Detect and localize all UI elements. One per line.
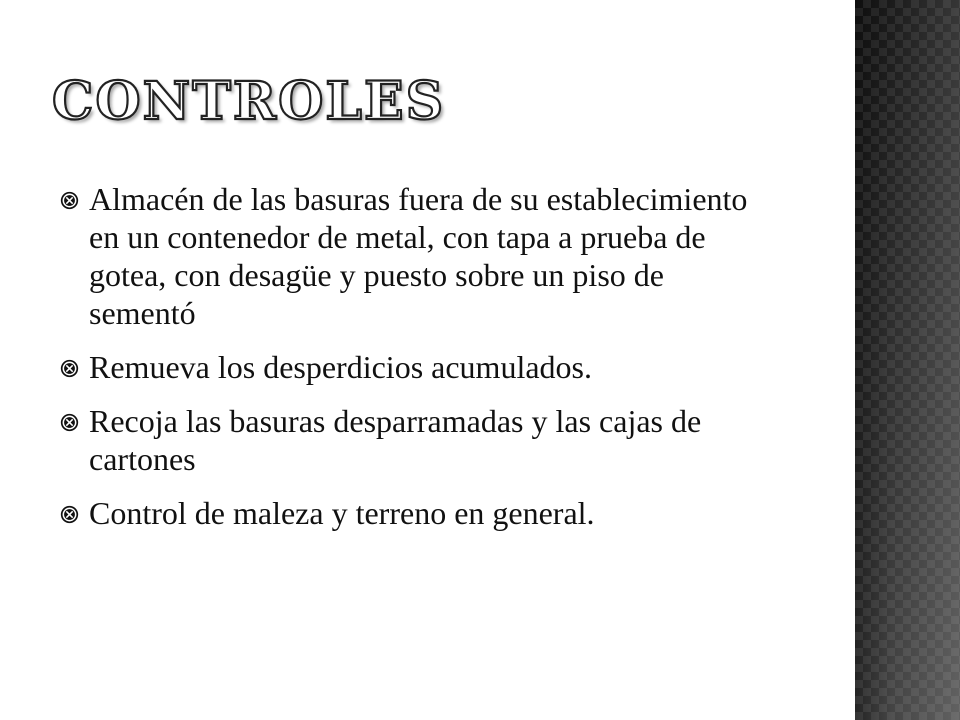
- circled-cross-bullet-icon: [60, 505, 79, 524]
- circled-cross-bullet-icon: [60, 191, 79, 210]
- bullet-text: Remueva los desperdicios acumulados.: [89, 349, 592, 385]
- bullet-item: [60, 402, 760, 478]
- bullet-item: [60, 180, 760, 332]
- circled-cross-bullet-icon: [60, 413, 79, 432]
- bullet-item: [60, 494, 760, 532]
- decorative-side-band: [855, 0, 960, 720]
- bullet-text: Control de maleza y terreno en general.: [89, 495, 595, 531]
- bullet-text: Almacén de las basuras fuera de su establecimiento en un contenedor de metal, con tapa a prueba de gotea, con desagüe y puesto sobre un piso de sementó: [89, 181, 748, 331]
- circled-cross-bullet-icon: [60, 359, 79, 378]
- bullet-text: Recoja las basuras desparramadas y las cajas de cartones: [89, 403, 702, 477]
- bullet-list: [60, 180, 760, 548]
- bullet-item: [60, 348, 760, 386]
- slide-title: CONTROLES: [52, 71, 446, 132]
